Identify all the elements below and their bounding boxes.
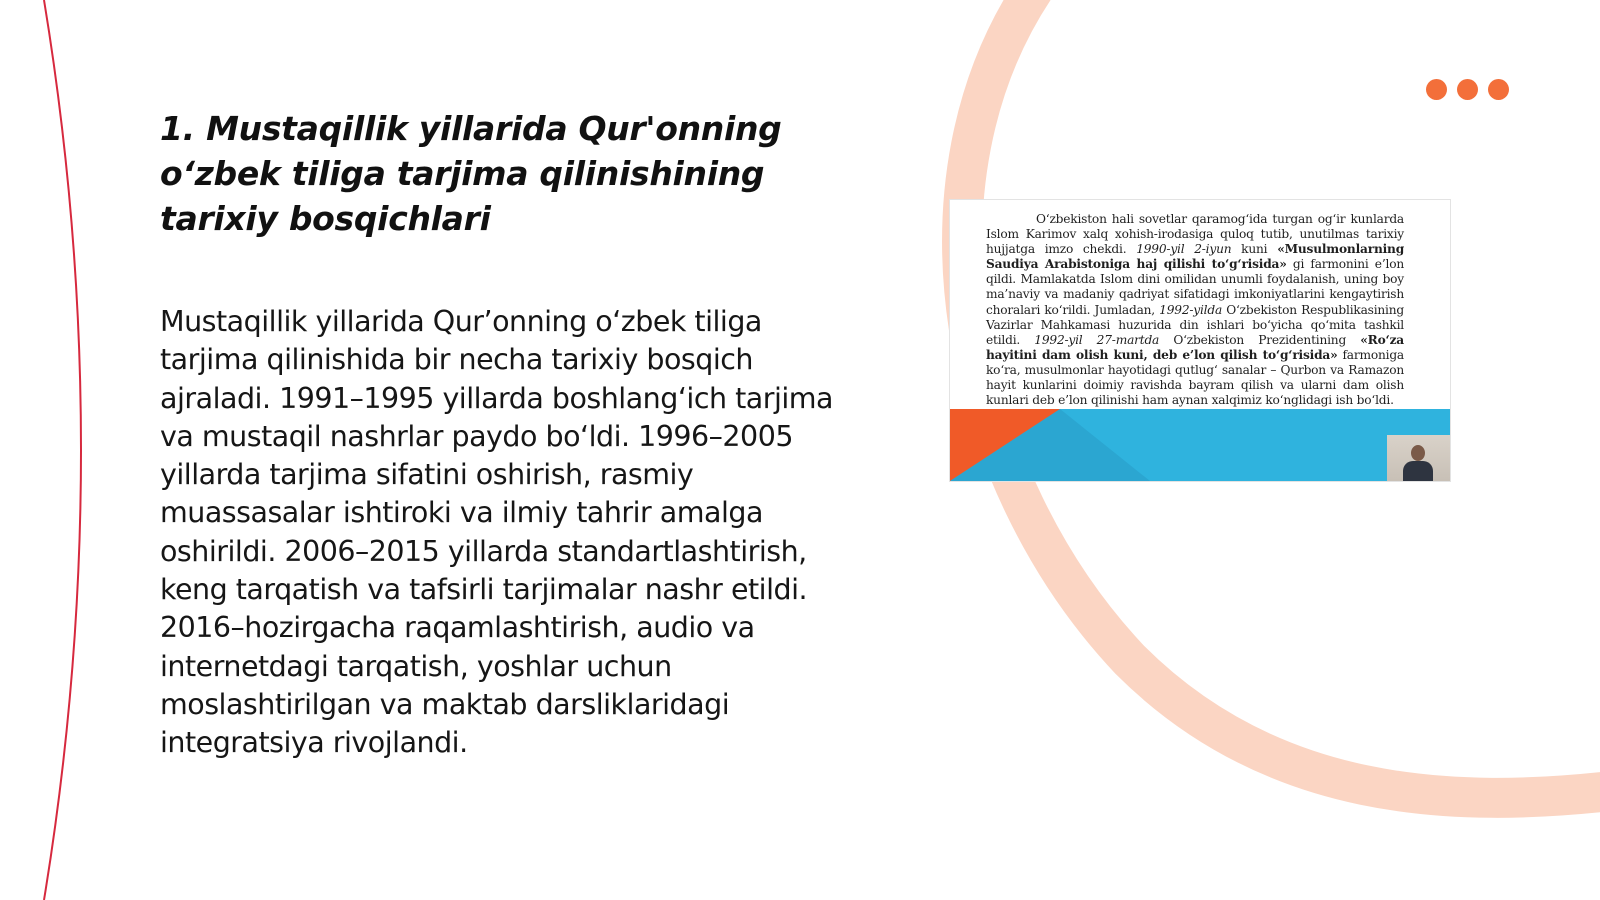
document-text-segment: 1992-yilda [1159, 302, 1223, 317]
document-text [986, 212, 1404, 408]
dot-icon [1426, 79, 1447, 100]
document-text-segment: «Musulmonlarning Saudiya Arabistoniga haj qilishi to‘g‘risida» [986, 242, 1405, 272]
decorative-dots [1426, 79, 1509, 100]
document-screenshot [950, 200, 1450, 481]
document-text-segment: O‘zbekiston hali sovetlar qaramog‘ida turgan og‘ir kunlarda Islom Karimov xalq xohish-irodasiga quloq tutib, unutilmas tarixiy hujjatga imzo chekdi. [986, 212, 1404, 257]
document-text-segment: farmoniga ko‘ra, musulmonlar hayotidagi qutlug‘ sanalar – Qurbon va Ramazon hayit kunlarini doimiy ravishda bayram qilish va ularni dam olish kunlari deb e’lon qilinishi ham aynan xalqimiz ko‘nglidagi ish bo‘ldi. [986, 347, 1404, 408]
slide-title: 1. Mustaqillik yillarida Qur'onning o‘zbek tiliga tarjima qilinishining tarixiy bosqichlari [160, 109, 782, 238]
document-text-segment: «Ro‘za hayitini dam olish kuni, deb e’lon qilish to‘g‘risida» [986, 332, 1404, 362]
document-text-segment: O‘zbekiston Respublikasining Vazirlar Mahkamasi huzurida din ishlari bo‘yicha qo‘mita tashkil etildi. [986, 302, 1405, 347]
slide-body-text: Mustaqillik yillarida Qur’onning o‘zbek tiliga tarjima qilinishida bir necha tarixiy bosqich ajraladi. 1991–1995 yillarda boshlang‘ich tarjima va mustaqil nashrlar paydo bo‘ldi. 1996–2005 yillarda tarjima sifatini oshirish, rasmiy muassasalar ishtiroki va ilmiy tahrir amalga oshirildi. 2006–2015 yillarda standartlashtirish, keng tarqatish va tafsirli tarjimalar nashr etildi. 2016–hozirgacha raqamlashtirish, audio va internetdagi tarqatish, yoshlar uchun moslashtirilgan va maktab darsliklaridagi integratsiya rivojlandi. [160, 305, 834, 760]
document-text-segment: 1990-yil 2-iyun [1136, 242, 1232, 257]
dot-icon [1457, 79, 1478, 100]
presenter-torso [1403, 461, 1433, 481]
left-curve-line [44, 0, 81, 900]
document-text-segment: 1992-yil 27-martda [1034, 332, 1160, 347]
document-text-segment: kuni [1231, 242, 1278, 257]
dot-icon [1488, 79, 1509, 100]
presenter-video-thumbnail [1387, 435, 1450, 481]
document-text-segment: gi farmonini e’lon qildi. Mamlakatda Islom dini omilidan unumli foydalanish, uning boy ma’naviy va madaniy qadriyat sifatidagi imkoniyatlarini kengaytirish choralari ko‘rildi. Jumladan, [986, 257, 1404, 317]
document-text-segment: O‘zbekiston Prezidentining [1159, 332, 1361, 347]
presenter-head [1411, 445, 1425, 461]
